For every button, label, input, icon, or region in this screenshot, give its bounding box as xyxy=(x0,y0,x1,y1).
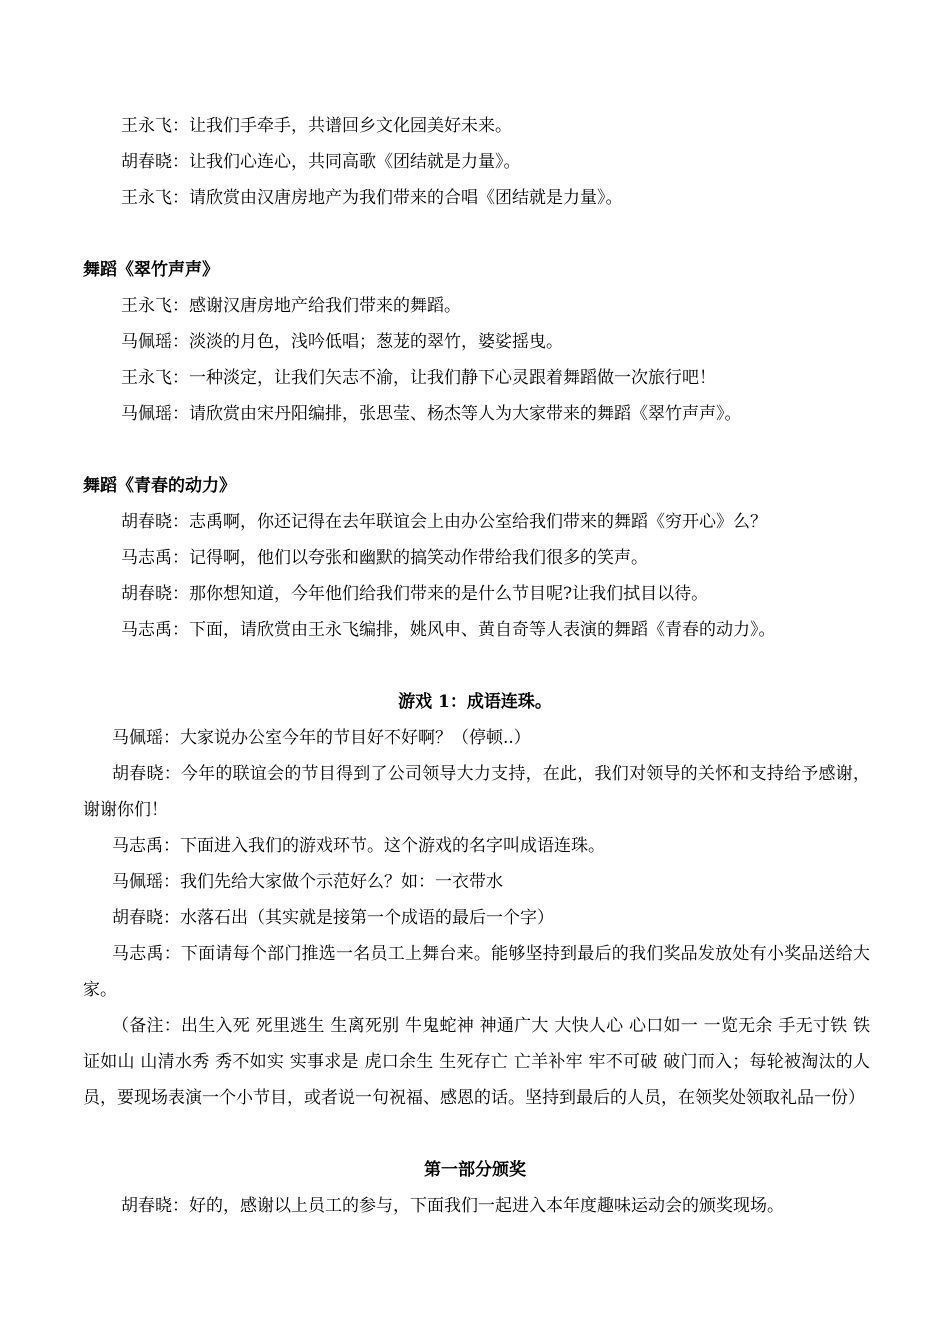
dialogue-line: 胡春晓：让我们心连心，共同高歌《团结就是力量》。 xyxy=(121,152,521,172)
dialogue-line: 胡春晓：水落石出（其实就是接第一个成语的最后一个字） xyxy=(112,908,554,928)
dialogue-line: 王永飞：感谢汉唐房地产给我们带来的舞蹈。 xyxy=(121,296,461,316)
dialogue-line: 王永飞：让我们手牵手，共谱回乡文化园美好未来。 xyxy=(121,116,512,136)
dialogue-line: 胡春晓：志禹啊，你还记得在去年联谊会上由办公室给我们带来的舞蹈《穷开心》么？ xyxy=(121,512,767,532)
dialogue-line: 马佩瑶：淡淡的月色，浅吟低唱；葱茏的翠竹，婆娑摇曳。 xyxy=(121,332,563,352)
award-heading: 第一部分颁奖 xyxy=(424,1160,526,1180)
dialogue-line: 胡春晓：好的，感谢以上员工的参与，下面我们一起进入本年度趣味运动会的颁奖现场。 xyxy=(121,1196,784,1216)
dialogue-paragraph: 胡春晓：今年的联谊会的节目得到了公司领导大力支持，在此，我们对领导的关怀和支持给予感谢，谢谢你们！ xyxy=(83,764,870,820)
section-heading: 舞蹈《青春的动力》 xyxy=(83,476,236,496)
dialogue-line: 马志禹：下面进入我们的游戏环节。这个游戏的名字叫成语连珠。 xyxy=(112,836,605,856)
section-heading: 舞蹈《翠竹声声》 xyxy=(83,260,219,280)
dialogue-line: 马志禹：记得啊，他们以夸张和幽默的搞笑动作带给我们很多的笑声。 xyxy=(121,548,648,568)
dialogue-line: 胡春晓：那你想知道，今年他们给我们带来的是什么节目呢?让我们拭目以待。 xyxy=(121,584,709,604)
dialogue-line: 王永飞：一种淡定，让我们矢志不渝，让我们静下心灵跟着舞蹈做一次旅行吧！ xyxy=(121,368,716,388)
dialogue-line: 马佩瑶：请欣赏由宋丹阳编排，张思莹、杨杰等人为大家带来的舞蹈《翠竹声声》。 xyxy=(121,404,742,424)
game-heading: 游戏 1：成语连珠。 xyxy=(398,692,552,712)
dialogue-line: 马佩瑶：我们先给大家做个示范好么？如：一衣带水 xyxy=(112,872,503,892)
dialogue-line: 马志禹：下面，请欣赏由王永飞编排，姚风申、黄自奇等人表演的舞蹈《青春的动力》。 xyxy=(121,620,776,640)
dialogue-line: 王永飞：请欣赏由汉唐房地产为我们带来的合唱《团结就是力量》。 xyxy=(121,188,623,208)
dialogue-paragraph: 马志禹：下面请每个部门推选一名员工上舞台来。能够坚持到最后的我们奖品发放处有小奖品送给大家。 xyxy=(83,944,870,1000)
note-paragraph: （备注：出生入死 死里逃生 生离死别 牛鬼蛇神 神通广大 大快人心 心口如一 一览无余 手无寸铁 铁证如山 山清水秀 秀不如实 实事求是 虎口余生 生死存亡 亡羊补牢 牢不可破 破门而入；每轮被淘汰的人员，要现场表演一个小节目，或者说一句祝福、感恩的话。坚持到最后的人员，在领奖处领取礼品一份） xyxy=(83,1016,870,1108)
dialogue-line: 马佩瑶：大家说办公室今年的节目好不好啊？（停顿..） xyxy=(112,728,531,748)
